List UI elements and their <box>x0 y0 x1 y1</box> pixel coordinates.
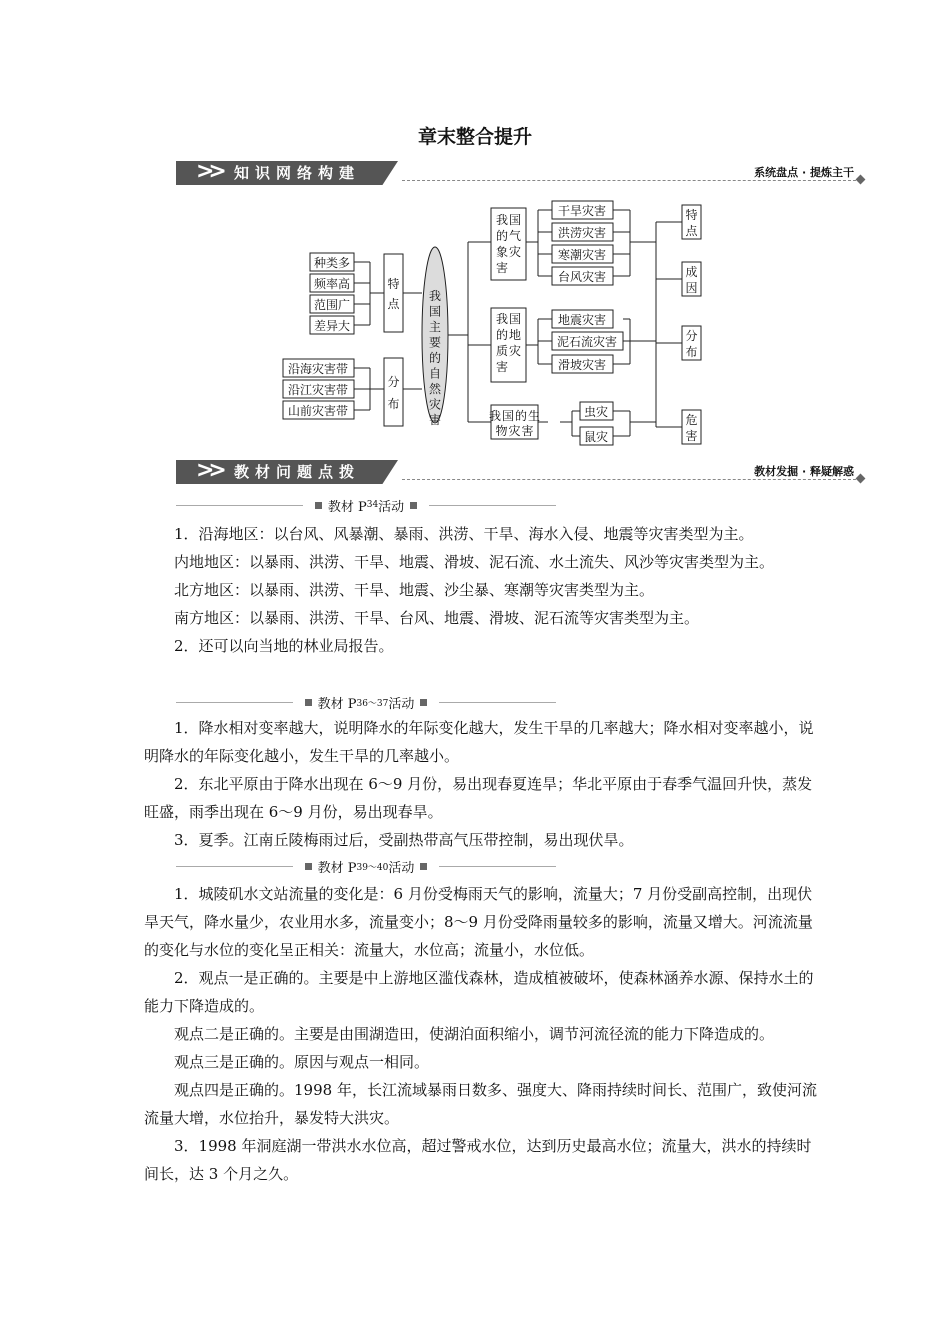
paragraph: 观点三是正确的。原因与观点一相同。 <box>174 1053 430 1071</box>
chevron-right-icon: >> <box>196 159 221 184</box>
diagram-node: 因 <box>685 281 698 295</box>
diagram-node: 成 <box>685 265 698 279</box>
page-title: 章末整合提升 <box>417 126 532 148</box>
diagram-node: 危 <box>685 413 698 427</box>
diagram-node: 洪涝灾害 <box>557 226 607 240</box>
diagram-center-node: 主 <box>428 320 442 334</box>
diagram-node: 灾 <box>508 245 522 259</box>
diagram-center-node: 自 <box>428 366 442 381</box>
diagram-node: 分 <box>387 375 400 389</box>
diagram-node: 鼠灾 <box>583 430 609 444</box>
diagram-node: 地 <box>508 328 522 342</box>
diagram-node: 差异大 <box>313 319 351 333</box>
paragraph: 1．沿海地区：以台风、风暴潮、暴雨、洪涝、干旱、海水入侵、地震等灾害类型为主。 <box>174 525 754 543</box>
diagram-node: 台风灾害 <box>557 270 607 284</box>
diagram-center-node: 然 <box>428 382 442 396</box>
diagram-node: 点 <box>387 297 400 311</box>
diagram-node: 频率高 <box>313 277 351 291</box>
paragraph: 2．还可以向当地的林业局报告。 <box>174 637 394 655</box>
diagram-node: 质 <box>495 344 509 358</box>
diagram-node: 寒潮灾害 <box>557 248 607 262</box>
diagram-node: 害 <box>685 429 698 443</box>
paragraph: 3．1998 年洞庭湖一带洪水水位高，超过警戒水位，达到历史最高水位；流量大，洪水的持续时间长，达 3 个月之久。 <box>144 1137 812 1183</box>
diagram-center-node: 害 <box>428 413 442 427</box>
diagram-node: 害 <box>521 424 534 438</box>
banner-label: 教材问题点拨 <box>234 463 361 481</box>
diagram-center-node: 我 <box>428 289 442 303</box>
paragraph: 2．东北平原由于降水出现在 6～9 月份，易出现春夏连旱；华北平原由于春季气温回升快，蒸发旺盛，雨季出现在 6～9 月份，易出现春旱。 <box>144 775 813 821</box>
banner-right-label: 系统盘点 · 提炼主干 <box>750 164 854 180</box>
diagram-node: 虫灾 <box>583 405 609 419</box>
diagram-node: 的 <box>495 229 509 243</box>
diagram-node: 象 <box>495 245 509 259</box>
section-banner-textbook-questions <box>176 457 866 487</box>
knowledge-network-diagram <box>0 0 950 460</box>
diagram-node: 范围广 <box>313 298 351 312</box>
diagram-node: 国 <box>508 213 522 227</box>
diagram-node: 特 <box>685 208 698 222</box>
diagram-node: 的 <box>514 409 528 423</box>
section2-body <box>144 714 824 854</box>
paragraph: 内地地区：以暴雨、洪涝、干旱、地震、滑坡、泥石流、水土流失、风沙等灾害类型为主。 <box>174 553 775 571</box>
section3-body <box>144 880 824 1188</box>
banner-label: 知识网络构建 <box>234 164 361 182</box>
diagram-node: 灾 <box>508 424 521 438</box>
diagram-node: 地震灾害 <box>557 313 607 327</box>
diagram-center-node: 国 <box>428 304 442 319</box>
diagram-node: 山前灾害带 <box>287 404 349 418</box>
diagram-node: 布 <box>387 397 400 411</box>
section1-body <box>144 520 824 660</box>
diagram-node: 物 <box>495 424 508 438</box>
diagram-node: 气 <box>508 229 522 243</box>
diagram-node: 滑坡灾害 <box>557 358 607 372</box>
section1-heading: 教材 P 34 活动 <box>176 496 556 514</box>
paragraph: 北方地区：以暴雨、洪涝、干旱、地震、沙尘暴、寒潮等灾害类型为主。 <box>174 581 655 599</box>
diagram-node: 特 <box>387 277 400 291</box>
diagram-node: 我 <box>495 312 509 326</box>
paragraph: 1．降水相对变率越大，说明降水的年际变化越大，发生干旱的几率越大；降水相对变率越小，说明降水的年际变化越小，发生干旱的几率越小。 <box>144 719 814 765</box>
chevron-right-icon: >> <box>196 458 221 483</box>
diagram-node: 我 <box>495 213 509 227</box>
section2-heading: 教材 P 36～37 活动 <box>176 693 556 711</box>
paragraph: 观点四是正确的。1998 年，长江流域暴雨日数多、强度大、降雨持续时间长、范围广，致使河流流量大增，水位抬升，暴发特大洪灾。 <box>144 1081 817 1127</box>
diagram-node: 我 <box>488 409 502 423</box>
paragraph: 南方地区：以暴雨、洪涝、干旱、台风、地震、滑坡、泥石流等灾害类型为主。 <box>174 609 700 627</box>
diagram-node: 沿江灾害带 <box>287 383 349 397</box>
diagram-node: 生 <box>527 409 541 423</box>
diagram-node: 分 <box>685 329 698 343</box>
diagram-node: 国 <box>508 312 522 326</box>
diagram-node: 国 <box>501 409 515 423</box>
diagram-node: 害 <box>495 360 509 374</box>
diagram-center-node: 灾 <box>428 397 442 412</box>
paragraph: 观点二是正确的。主要是由围湖造田，使湖泊面积缩小，调节河流径流的能力下降造成的。 <box>174 1025 775 1043</box>
diagram-node: 沿海灾害带 <box>287 362 349 376</box>
diagram-center-node: 要 <box>428 335 442 350</box>
diagram-node: 种类多 <box>313 256 351 270</box>
diagram-node: 布 <box>685 345 698 359</box>
diagram-node: 泥石流灾害 <box>556 335 618 349</box>
diagram-center-node: 的 <box>428 351 442 365</box>
paragraph: 1．城陵矶水文站流量的变化是：6 月份受梅雨天气的影响，流量大；7 月份受副高控制，出现伏旱天气，降水量少，农业用水多，流量变小；8～9 月份受降雨量较多的影响，流量又增大。河流流量的变化与水位的变化呈正相关：流量大，水位高；流量小，水位低。 <box>144 885 813 959</box>
paragraph: 2．观点一是正确的。主要是中上游地区滥伐森林，造成植被破坏，使森林涵养水源、保持水土的能力下降造成的。 <box>144 969 814 1015</box>
section3-heading: 教材 P 39～40 活动 <box>176 857 556 875</box>
diagram-node: 灾 <box>508 344 522 358</box>
diagram-node: 害 <box>495 261 509 275</box>
diagram-node: 点 <box>685 224 698 238</box>
banner-right-label: 教材发掘 · 释疑解惑 <box>750 463 854 479</box>
diamond-icon <box>856 474 866 484</box>
paragraph: 3．夏季。江南丘陵梅雨过后，受副热带高气压带控制，易出现伏旱。 <box>174 831 634 849</box>
diagram-node: 干旱灾害 <box>557 204 607 218</box>
diagram-node: 的 <box>495 328 509 342</box>
